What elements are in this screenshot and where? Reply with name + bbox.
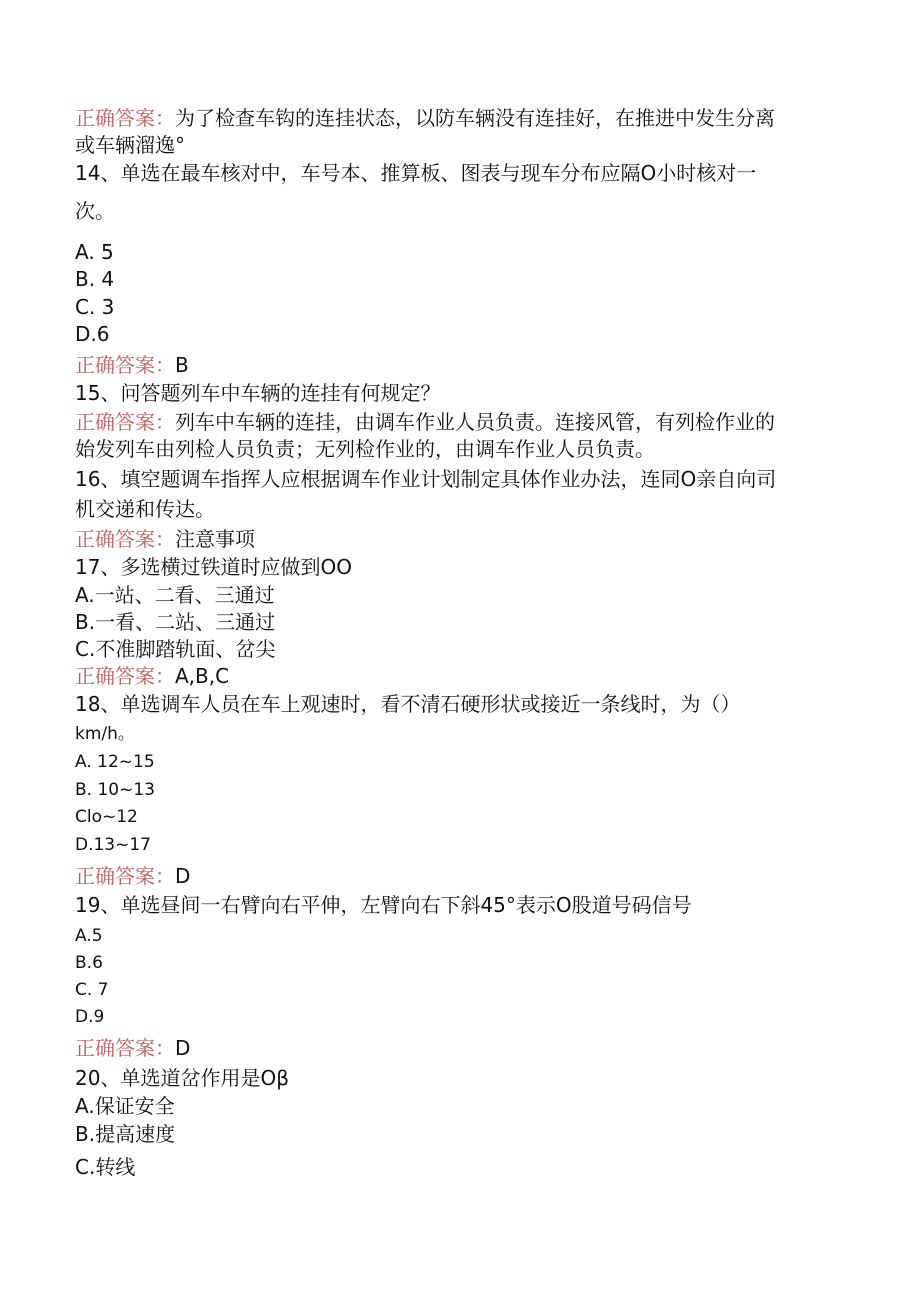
answer-label: 正确答案： [75, 410, 175, 434]
answer-label: 正确答案： [75, 1036, 175, 1060]
answer-text: D [175, 1036, 191, 1060]
option-c: C. 3 [75, 295, 115, 319]
answer-line [75, 664, 229, 688]
option-c: C.不准脚踏轨面、岔尖 [75, 637, 276, 661]
option-a: A. 5 [75, 240, 114, 264]
question-17: 17、多选横过铁道时应做到OO [75, 555, 352, 579]
answer-text: 注意事项 [175, 527, 255, 551]
answer-label: 正确答案： [75, 353, 175, 377]
answer-label: 正确答案： [75, 864, 175, 888]
option-a: A.一站、二看、三通过 [75, 583, 275, 607]
text-line: 始发列车由列检人员负责；无列检作业的，由调车作业人员负责。 [75, 437, 655, 461]
answer-text: 列车中车辆的连挂，由调车作业人员负责。连接风管，有列检作业的 [175, 410, 775, 434]
question-14: 14、单选在最车核对中，车号本、推算板、图表与现车分布应隔O小时核对一 [75, 161, 757, 185]
question-15: 15、问答题列车中车辆的连挂有何规定？ [75, 381, 441, 405]
option-a: A.5 [75, 926, 103, 946]
option-d: D.9 [75, 1007, 105, 1027]
answer-line [75, 410, 775, 434]
text-line: 次。 [75, 199, 115, 223]
question-16: 16、填空题调车指挥人应根据调车作业计划制定具体作业办法，连同O亲自向司 [75, 467, 777, 491]
question-20: 20、单选道岔作用是Oβ [75, 1066, 289, 1090]
answer-line [75, 1036, 190, 1060]
option-c: C.转线 [75, 1155, 136, 1179]
question-18: 18、单选调车人员在车上观速时，看不清石硬形状或接近一条线时，为（） [75, 692, 741, 716]
option-a: A. 12~15 [75, 752, 155, 772]
answer-line [75, 106, 775, 130]
option-a: A.保证安全 [75, 1094, 175, 1118]
option-c: C. 7 [75, 980, 109, 1000]
text-line: 或车辆溜逸° [75, 133, 185, 157]
option-b: B. 10~13 [75, 780, 155, 800]
answer-text: A,B,C [175, 664, 230, 688]
question-19: 19、单选昼间一右臂向右平伸，左臂向右下斜45°表示O股道号码信号 [75, 893, 692, 917]
option-b: B.一看、二站、三通过 [75, 610, 276, 634]
answer-label: 正确答案： [75, 527, 175, 551]
answer-text: B [175, 353, 189, 377]
answer-label: 正确答案： [75, 106, 175, 130]
text-line: 机交递和传达。 [75, 497, 215, 521]
answer-line [75, 353, 189, 377]
text-line: km/h。 [75, 724, 135, 744]
option-b: B.提高速度 [75, 1122, 176, 1146]
option-d: D.6 [75, 322, 110, 346]
answer-line [75, 864, 190, 888]
answer-text: 为了检查车钩的连挂状态，以防车辆没有连挂好，在推进中发生分离 [175, 106, 775, 130]
option-b: B.6 [75, 953, 103, 973]
option-b: B. 4 [75, 267, 115, 291]
answer-line [75, 527, 255, 551]
answer-label: 正确答案： [75, 664, 175, 688]
answer-text: D [175, 864, 191, 888]
option-c: Clo~12 [75, 807, 138, 827]
option-d: D.13~17 [75, 835, 152, 855]
